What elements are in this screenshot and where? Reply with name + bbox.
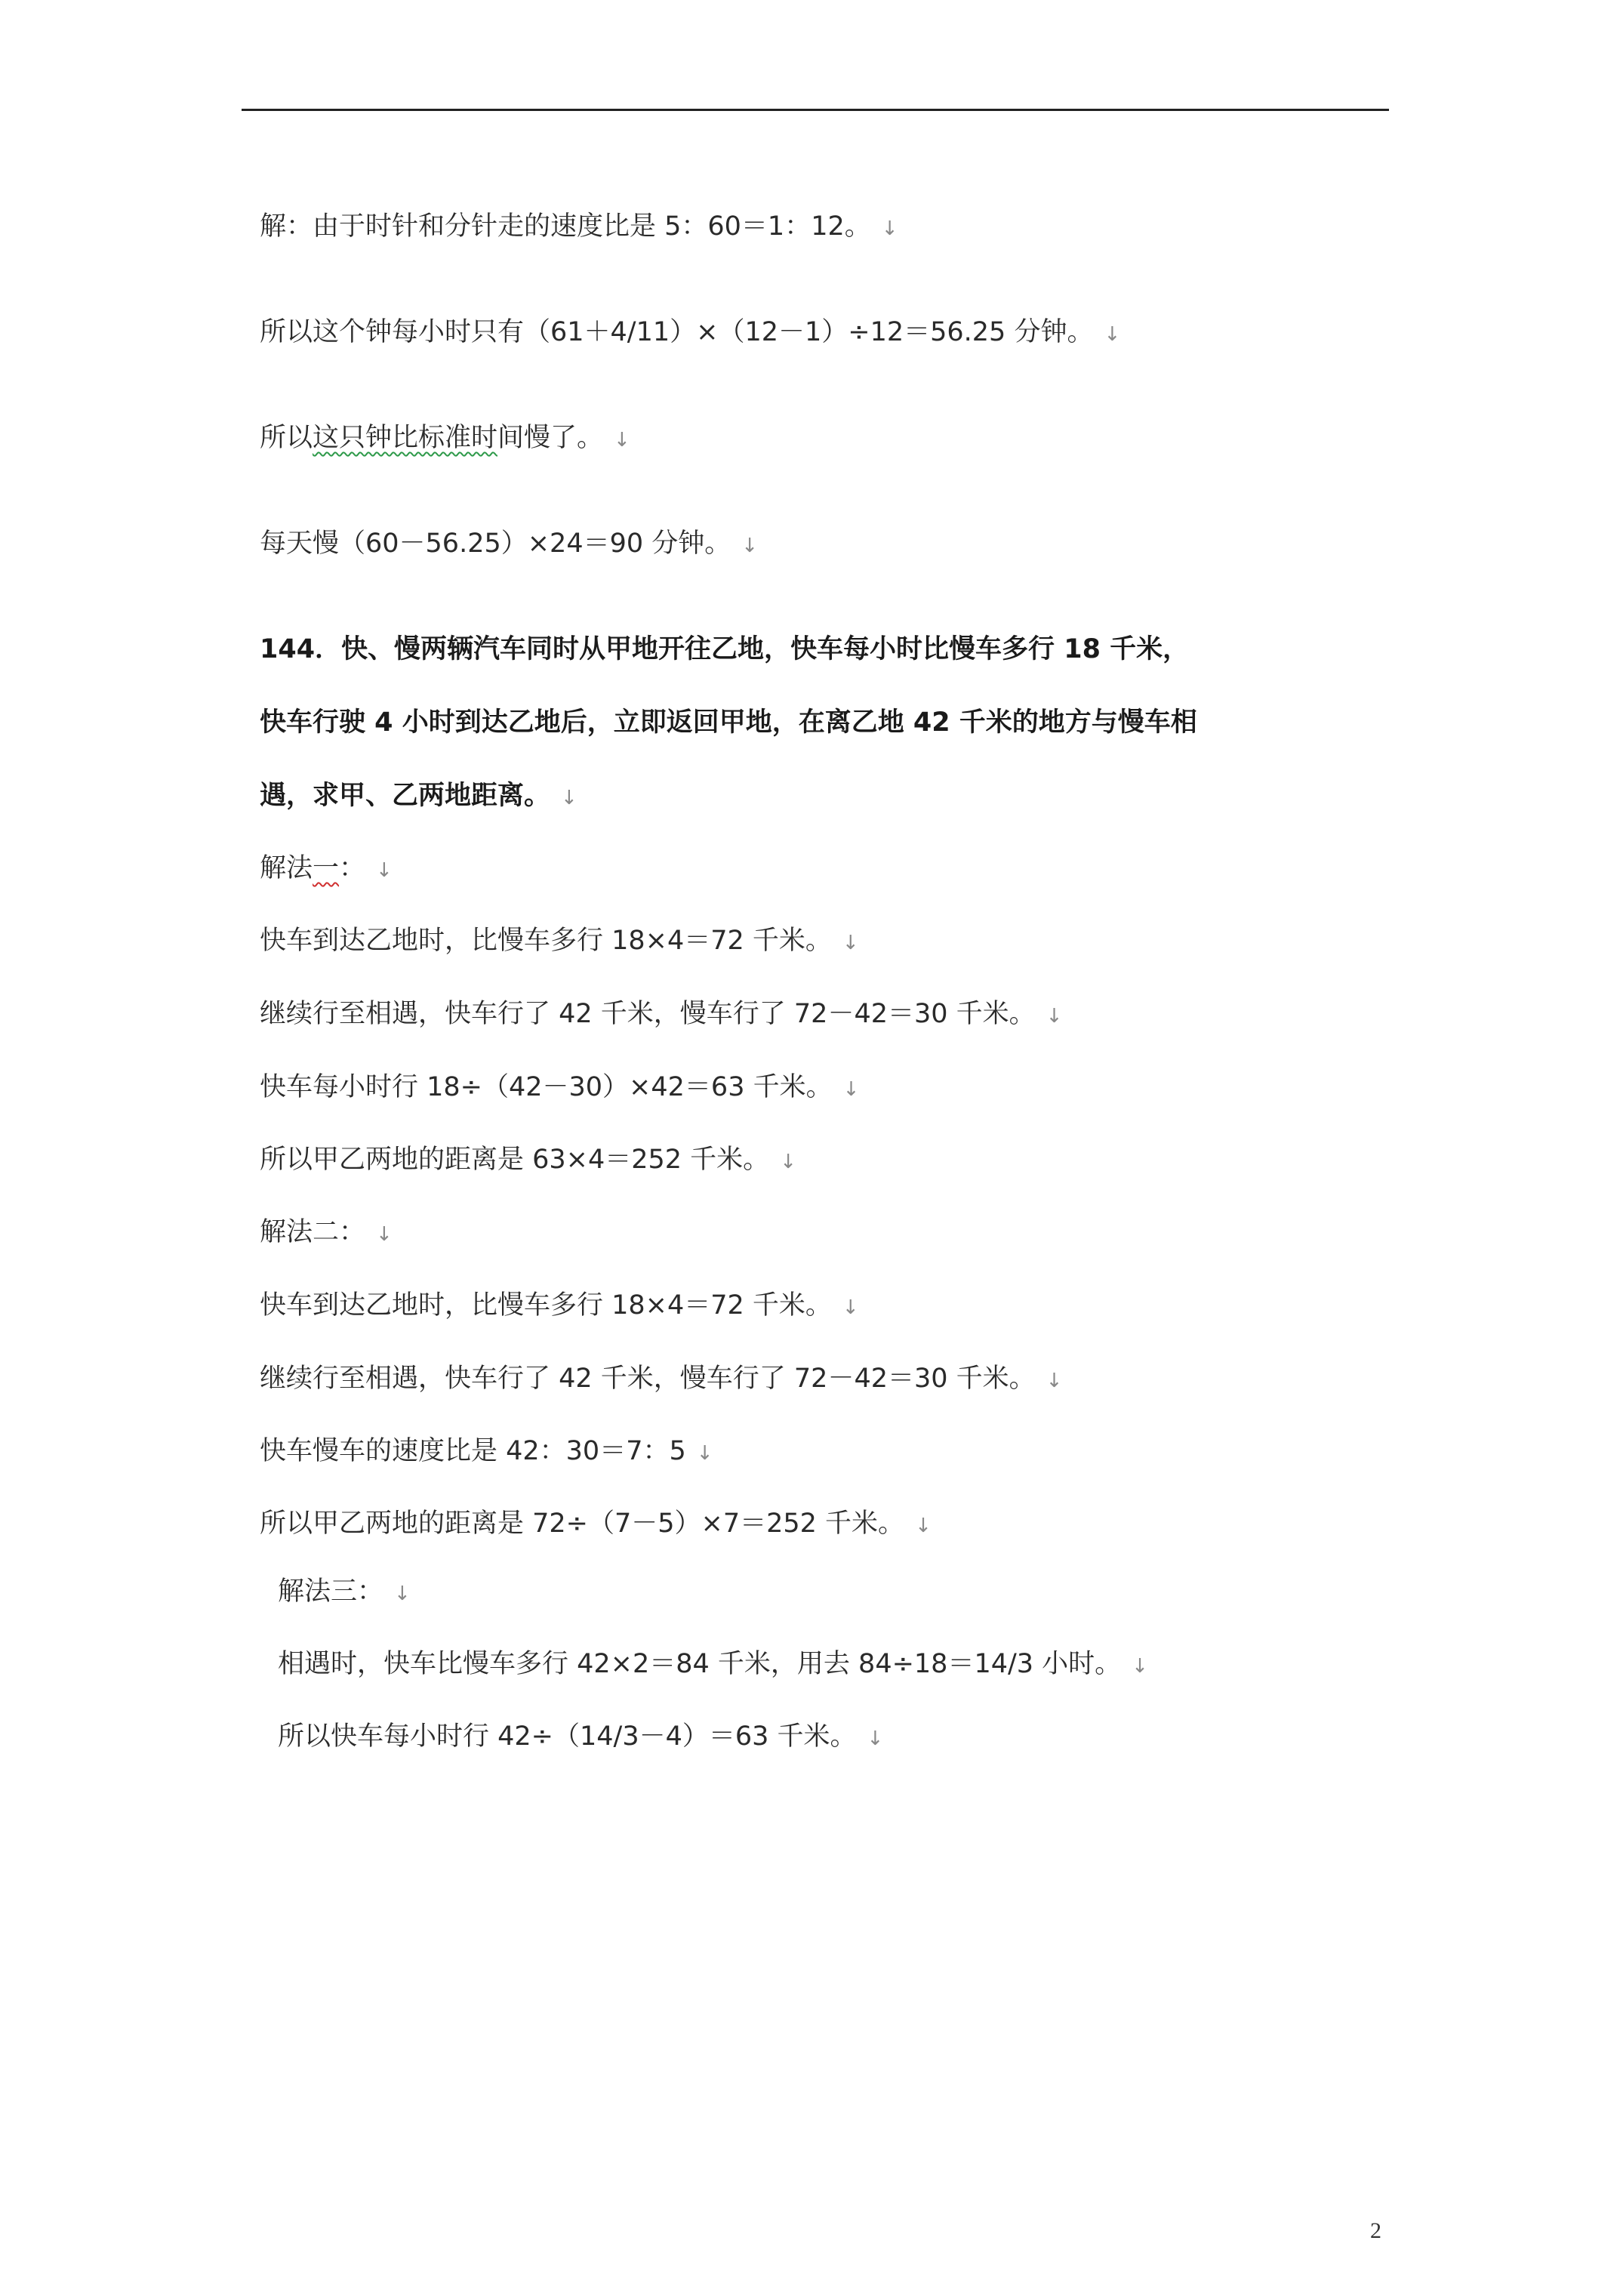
spelling-underline: 一 xyxy=(313,853,340,883)
paragraph-mark: ↓ xyxy=(1104,323,1121,346)
problem-144-line-2: 快车行驶 4 小时到达乙地后，立即返回甲地，在离乙地 42 千米的地方与慢车相 xyxy=(260,707,1197,738)
method-1-line-1: 快车到达乙地时，比慢车多行 18×4＝72 千米。 ↓ xyxy=(260,926,859,956)
method-2-line-3: 快车慢车的速度比是 42：30＝7：5 ↓ xyxy=(260,1436,713,1466)
solution-line-2: 所以这个钟每小时只有（61＋4/11）×（12－1）÷12＝56.25 分钟。 ↓ xyxy=(260,317,1121,347)
problem-144-line-1: 144．快、慢两辆汽车同时从甲地开往乙地，快车每小时比慢车多行 18 千米， xyxy=(260,634,1190,664)
solution-line-4: 每天慢（60－56.25）×24＝90 分钟。 ↓ xyxy=(260,529,759,559)
paragraph-mark: ↓ xyxy=(561,787,577,809)
method-2-line-2: 继续行至相遇，快车行了 42 千米，慢车行了 72－42＝30 千米。 ↓ xyxy=(260,1364,1063,1394)
paragraph-mark: ↓ xyxy=(696,1442,713,1465)
problem-144-line-3: 遇，求甲、乙两地距离。 ↓ xyxy=(260,781,577,811)
solution-line-1: 解：由于时针和分针走的速度比是 5：60＝1：12。 ↓ xyxy=(260,211,898,242)
header-rule xyxy=(242,109,1389,111)
paragraph-mark: ↓ xyxy=(842,1078,860,1101)
method-2-line-4: 所以甲乙两地的距离是 72÷（7－5）×7＝252 千米。 ↓ xyxy=(260,1509,932,1539)
paragraph-mark: ↓ xyxy=(376,1223,393,1246)
paragraph-mark: ↓ xyxy=(780,1151,796,1173)
grammar-underline: 这只钟比标准时 xyxy=(313,423,498,453)
paragraph-mark: ↓ xyxy=(842,1296,859,1319)
page-number: 2 xyxy=(1370,2218,1381,2243)
method-1-line-4: 所以甲乙两地的距离是 63×4＝252 千米。 ↓ xyxy=(260,1145,796,1175)
paragraph-mark: ↓ xyxy=(1046,1370,1063,1392)
paragraph-mark: ↓ xyxy=(614,429,630,451)
method-2-heading: 解法二： ↓ xyxy=(260,1217,393,1247)
paragraph-mark: ↓ xyxy=(915,1515,932,1537)
paragraph-mark: ↓ xyxy=(741,535,759,557)
method-3-line-2: 所以快车每小时行 42÷（14/3－4）＝63 千米。 ↓ xyxy=(278,1721,884,1752)
paragraph-mark: ↓ xyxy=(881,217,898,240)
paragraph-mark: ↓ xyxy=(394,1583,411,1605)
solution-line-3: 所以这只钟比标准时间慢了。 ↓ xyxy=(260,423,630,453)
paragraph-mark: ↓ xyxy=(842,932,859,954)
method-2-line-1: 快车到达乙地时，比慢车多行 18×4＝72 千米。 ↓ xyxy=(260,1290,859,1321)
method-1-line-3: 快车每小时行 18÷（42－30）×42＝63 千米。 ↓ xyxy=(260,1072,860,1102)
paragraph-mark: ↓ xyxy=(1132,1655,1148,1678)
method-1-heading: 解法一： ↓ xyxy=(260,853,393,883)
paragraph-mark: ↓ xyxy=(376,859,393,882)
method-3-line-1: 相遇时，快车比慢车多行 42×2＝84 千米，用去 84÷18＝14/3 小时。 ↓ xyxy=(278,1649,1148,1679)
paragraph-mark: ↓ xyxy=(1046,1005,1063,1028)
method-1-line-2: 继续行至相遇，快车行了 42 千米，慢车行了 72－42＝30 千米。 ↓ xyxy=(260,999,1063,1029)
paragraph-mark: ↓ xyxy=(867,1727,884,1750)
method-3-heading: 解法三： ↓ xyxy=(278,1576,411,1607)
